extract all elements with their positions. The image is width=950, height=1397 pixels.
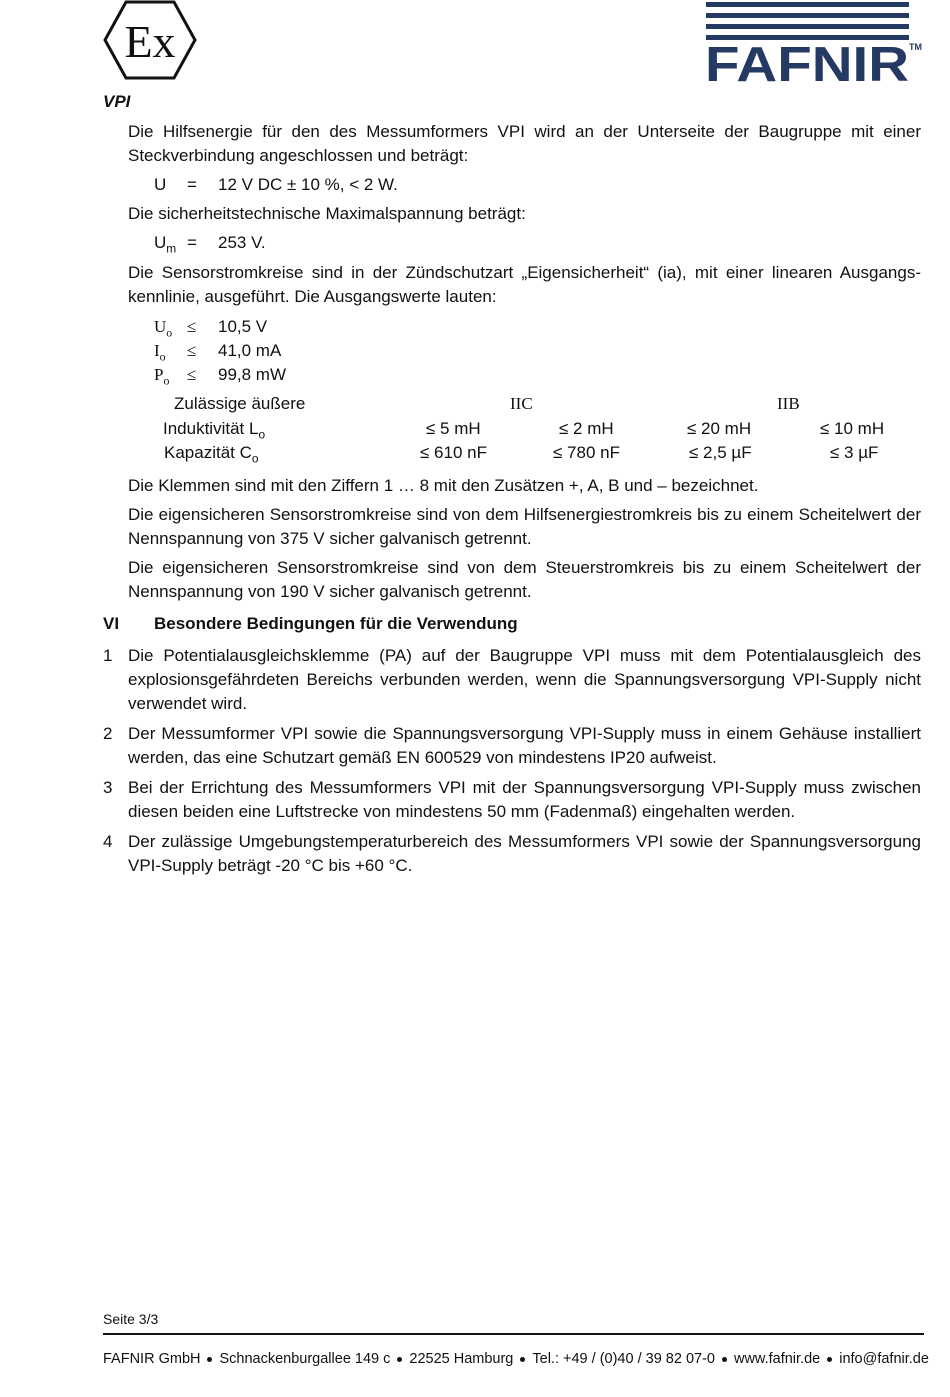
eq-symbol: U — [154, 175, 167, 194]
fafnir-logo — [703, 2, 925, 82]
row-label-text: Kapazität C — [164, 443, 252, 462]
product-label: VPI — [103, 92, 131, 111]
output-symbol-main: I — [154, 341, 160, 360]
paragraph-isolation-control: Die eigensicheren Sensorstromkreise sind von dem Steuerstromkreis bis zu einem Scheitelwert der Nennspannung von 190 V sicher galvanisch getrennt. — [128, 558, 921, 601]
condition-number: 1 — [103, 646, 113, 665]
eq-operator: = — [187, 233, 197, 252]
output-value: 99,8 mW — [218, 365, 287, 384]
footer-divider — [103, 1333, 924, 1335]
condition-number: 4 — [103, 832, 113, 851]
eq-symbol — [154, 231, 176, 260]
output-values — [128, 315, 921, 387]
output-row — [128, 315, 921, 339]
condition-item — [103, 722, 921, 770]
output-operator: ≤ — [187, 317, 197, 336]
footer-city: 22525 Hamburg — [409, 1351, 514, 1367]
table-header-label: Zulässige äußere — [174, 394, 306, 413]
footer-street: Schnackenburgallee 149 c — [219, 1351, 391, 1367]
paragraph-sensor-circuits: Die Sensorstromkreise sind in der Zündschutzart „Eigensicherheit“ (ia), mit einer linearen Ausgangskennlinie, ausgeführt. Die Ausgangswerte lauten: — [128, 263, 921, 306]
condition-item — [103, 644, 921, 716]
section-title: Besondere Bedingungen für die Verwendung — [154, 614, 518, 633]
footer-address — [103, 1351, 929, 1367]
conditions-list — [103, 644, 921, 884]
output-symbol-sub: o — [159, 349, 166, 364]
fafnir-logo-text: FAFNIR — [705, 38, 909, 82]
condition-item — [103, 776, 921, 824]
bullet-icon — [207, 1357, 212, 1362]
bullet-icon — [722, 1357, 727, 1362]
equation-max-voltage — [128, 231, 921, 255]
condition-item — [103, 830, 921, 878]
eq-symbol-main: U — [154, 233, 167, 252]
equation-supply-voltage — [128, 173, 921, 197]
output-symbol-main: P — [154, 365, 164, 384]
paragraph-max-voltage: Die sicherheitstechnische Maximalspannung beträgt: — [128, 204, 526, 223]
table-row-label-capacitance — [164, 441, 259, 470]
table-group-iib: IIB — [777, 394, 800, 413]
external-limits-table — [128, 392, 921, 470]
condition-text: Die Potentialausgleichsklemme (PA) auf der Baugruppe VPI muss mit dem Potentialausgleich des explosionsgefährdeten Bereichs verbunden werden, wenn die Spannungsversorgung VPI-Supply nicht verwendet wird. — [128, 646, 921, 713]
table-cell: ≤ 10 mH — [820, 419, 885, 438]
output-value: 41,0 mA — [218, 341, 282, 360]
table-cell: ≤ 2 mH — [559, 419, 614, 438]
row-label-sub: o — [251, 451, 259, 466]
output-symbol-sub: o — [166, 325, 173, 340]
bullet-icon — [827, 1357, 832, 1362]
table-cell: ≤ 20 mH — [687, 419, 752, 438]
page-number: Seite 3/3 — [103, 1311, 159, 1327]
condition-number: 2 — [103, 724, 113, 743]
bullet-icon — [520, 1357, 525, 1362]
eq-value: 12 V DC ± 10 %, < 2 W. — [218, 175, 398, 194]
output-operator: ≤ — [187, 365, 197, 384]
paragraph-isolation-supply: Die eigensicheren Sensorstromkreise sind von dem Hilfsenergiestromkreis bis zu einem Scheitelwert der Nennspannung von 375 V sicher galvanisch getrennt. — [128, 505, 921, 548]
section-number: VI — [103, 614, 120, 633]
paragraph-power-supply: Die Hilfsenergie für den des Messumformers VPI wird an der Unterseite der Baugruppe mit einer Steckverbindung angeschlossen und beträgt: — [128, 122, 921, 165]
output-operator: ≤ — [187, 341, 197, 360]
document-body — [128, 120, 921, 609]
table-cell: ≤ 2,5 µF — [689, 443, 752, 462]
ex-hexagon-logo — [102, 0, 198, 80]
fafnir-tm: TM — [909, 42, 922, 52]
condition-text: Der zulässige Umgebungstemperaturbereich des Messumformers VPI sowie der Spannungsversorgung VPI-Supply beträgt -20 °C bis +60 °C. — [128, 832, 921, 875]
output-value: 10,5 V — [218, 317, 268, 336]
condition-number: 3 — [103, 778, 113, 797]
footer-company: FAFNIR GmbH — [103, 1351, 201, 1367]
output-symbol-sub: o — [163, 373, 170, 388]
table-cell: ≤ 780 nF — [553, 443, 620, 462]
eq-symbol-sub: m — [166, 241, 177, 256]
table-cell: ≤ 610 nF — [420, 443, 487, 462]
condition-text: Der Messumformer VPI sowie die Spannungsversorgung VPI-Supply muss in einem Gehäuse installiert werden, das eine Schutzart gemäß EN 600529 von mindestens IP20 aufweist. — [128, 724, 921, 767]
bullet-icon — [397, 1357, 402, 1362]
paragraph-terminals: Die Klemmen sind mit den Ziffern 1 … 8 mit den Zusätzen +, A, B und – bezeichnet. — [128, 476, 759, 495]
table-group-iic: IIC — [510, 394, 533, 413]
output-row — [128, 339, 921, 363]
footer-phone: Tel.: +49 / (0)40 / 39 82 07-0 — [532, 1351, 715, 1367]
ex-logo-text: Ex — [124, 16, 176, 67]
condition-text: Bei der Errichtung des Messumformers VPI mit der Spannungsversorgung VPI-Supply muss zwischen diesen beiden eine Luftstrecke von mindestens 50 mm (Fadenmaß) eingehalten werden. — [128, 778, 921, 821]
output-symbol — [154, 363, 169, 392]
table-cell: ≤ 3 µF — [830, 443, 879, 462]
row-label-text: Induktivität L — [163, 419, 259, 438]
eq-value: 253 V. — [218, 233, 266, 252]
table-cell: ≤ 5 mH — [426, 419, 481, 438]
output-row — [128, 363, 921, 387]
footer-web-link[interactable]: www.fafnir.de — [733, 1351, 821, 1367]
output-symbol-main: U — [154, 317, 167, 336]
row-label-sub: o — [258, 427, 266, 442]
eq-operator: = — [187, 175, 197, 194]
footer-email-link[interactable]: info@fafnir.de — [839, 1351, 929, 1367]
